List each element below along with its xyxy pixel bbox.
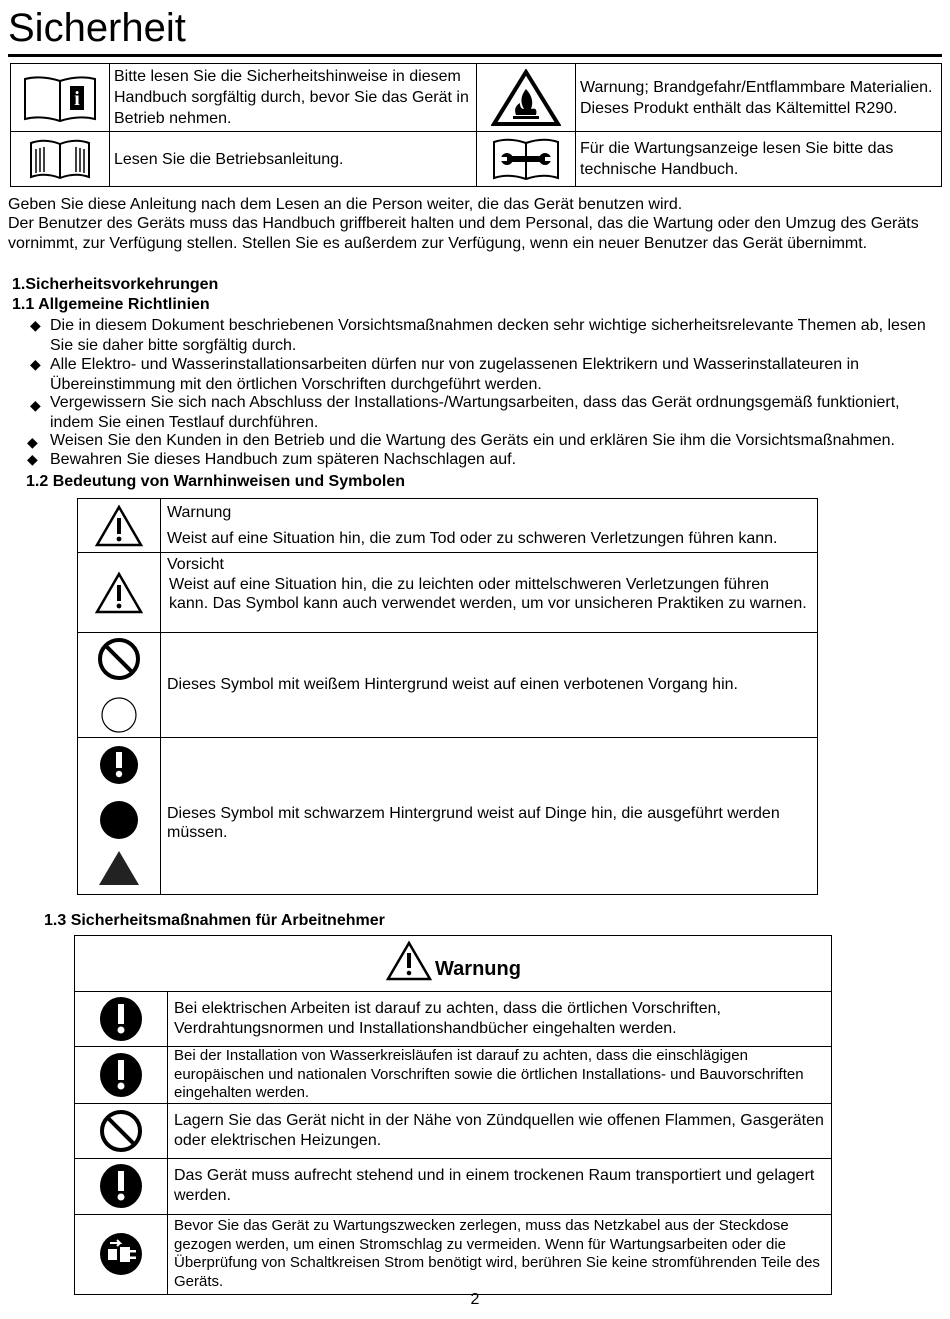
worker-safety-table [74,935,832,1295]
worker-row-text: Lagern Sie das Gerät nicht in der Nähe von Zündquellen wie offenen Flammen, Gasgeräten oder elektrischen Heizungen. [168,1103,832,1158]
prohibition-icons [78,633,161,738]
warning-header [75,936,832,992]
mandatory-icon [75,1047,168,1104]
flammable-warning-icon [477,64,576,132]
prohibition-icon [75,1103,168,1158]
subsection-1-1: 1.1 Allgemeine Richtlinien [12,296,210,313]
warning-title: Warnung [167,504,232,521]
section-heading: 1.Sicherheitsvorkehrungen [12,276,219,293]
caution-title: Vorsicht [167,556,224,573]
diamond-bullet-icon: ◆ [30,397,41,413]
symbol-meaning-table [77,498,818,895]
read-manual-text: Lesen Sie die Betriebsanleitung. [110,132,477,187]
caution-cell [161,553,818,633]
bullet-item: ◆ Bewahren Sie dieses Handbuch zum späteren Nachschlagen auf. [27,451,517,468]
mandatory-symbols [94,741,144,891]
bullet-item: ◆ Vergewissern Sie sich nach Abschluss der Installations-/Wartungsarbeiten, dass das Gerät ordnungsgemäß funktioniert, indem Sie einen Testlauf durchführen. [30,394,900,431]
flammable-text-line2: Dieses Produkt enthält das Kältemittel R290. [580,99,898,117]
warning-description: Weist auf eine Situation hin, die zum Tod oder zu schweren Verletzungen führen kann. [167,529,778,547]
caution-triangle-icon [78,553,161,633]
diamond-bullet-icon: ◆ [30,356,41,372]
diamond-bullet-icon: ◆ [30,317,41,333]
prohibition-description: Dieses Symbol mit weißem Hintergrund weist auf einen verbotenen Vorgang hin. [161,633,818,738]
flammable-text-line1: Warnung; Brandgefahr/Entflammbare Materialien. [580,78,933,96]
bullet-item: ◆ Alle Elektro- und Wasserinstallationsarbeiten dürfen nur von zugelassenen Elektrikern und Wasserinstallateuren in Übereinstimmung mit den örtlichen Vorschriften durchgeführt werden. [30,356,860,393]
mandatory-icon [75,992,168,1047]
warning-cell [161,499,818,553]
worker-row-text: Bei der Installation von Wasserkreisläufen ist darauf zu achten, dass die einschlägigen europäischen und nationalen Vorschriften sowie die örtlichen Installations- und Bauvorschriften eingehalten werden. [168,1047,832,1104]
info-text: Bitte lesen Sie die Sicherheitshinweise in diesem Handbuch sorgfältig durch, bevor Sie das Gerät in Betrieb nehmen. [110,64,477,132]
warning-triangle-icon [78,499,161,553]
service-manual-icon [477,132,576,187]
page-number: 2 [470,1291,480,1308]
subsection-1-3: 1.3 Sicherheitsmaßnahmen für Arbeitnehmer [44,912,385,929]
intro-paragraph-1: Geben Sie diese Anleitung nach dem Lesen an die Person weiter, die das Gerät benutzen wird. [8,196,683,213]
mandatory-description: Dieses Symbol mit schwarzem Hintergrund weist auf Dinge hin, die ausgeführt werden müssen. [161,738,818,895]
symbol-table [10,63,942,187]
caution-description: Weist auf eine Situation hin, die zu leichten oder mittelschweren Verletzungen führen kann. Das Symbol kann auch verwendet werden, um vor unsicheren Praktiken zu warnen. [169,575,807,612]
bullet-item: ◆ Weisen Sie den Kunden in den Betrieb und die Wartung des Geräts ein und erklären Sie ihm die Vorsichtsmaßnahmen. [50,431,940,451]
service-manual-text: Für die Wartungsanzeige lesen Sie bitte das technische Handbuch. [576,132,942,187]
subsection-1-2: 1.2 Bedeutung von Warnhinweisen und Symbolen [26,473,405,490]
worker-row-text: Bevor Sie das Gerät zu Wartungszwecken zerlegen, muss das Netzkabel aus der Steckdose gezogen werden, um einen Stromschlag zu vermeiden. Wenn für Wartungsarbeiten oder die Überprüfung von Schaltkreisen Strom benötigt wird, berühren Sie keine stromführenden Teile des Geräts. [168,1214,832,1294]
title-rule [8,54,942,57]
svg-text:i: i [74,87,80,110]
warning-header-label: Warnung [435,957,521,980]
page-title: Sicherheit [8,6,186,50]
intro-paragraph-2: Der Benutzer des Geräts muss das Handbuch griffbereit halten und dem Personal, das die Wartung oder den Umzug des Geräts vornimmt, zur Verfügung stellen. Stellen Sie es außerdem zur Verfügung, wenn ein neuer Benutzer das Gerät übernimmt. [8,215,919,252]
mandatory-icons [78,738,161,895]
worker-row-text: Bei elektrischen Arbeiten ist darauf zu achten, dass die örtlichen Vorschriften, Verdrahtungsnormen und Installationshandbücher eingehalten werden. [168,992,832,1047]
open-book-icon [11,132,110,187]
flammable-text [576,64,942,132]
warning-triangle-icon [385,940,433,982]
info-manual-icon [11,64,110,132]
unplug-icon [75,1214,168,1294]
diamond-bullet-icon: ◆ [27,434,38,450]
prohibition-symbols [94,637,144,733]
diamond-bullet-icon: ◆ [27,451,38,467]
mandatory-icon [75,1158,168,1214]
worker-row-text: Das Gerät muss aufrecht stehend und in einem trockenen Raum transportiert und gelagert werden. [168,1158,832,1214]
bullet-item: ◆ Die in diesem Dokument beschriebenen Vorsichtsmaßnahmen decken sehr wichtige sicherheitsrelevante Themen ab, lesen Sie sie daher bitte sorgfältig durch. [30,317,926,354]
